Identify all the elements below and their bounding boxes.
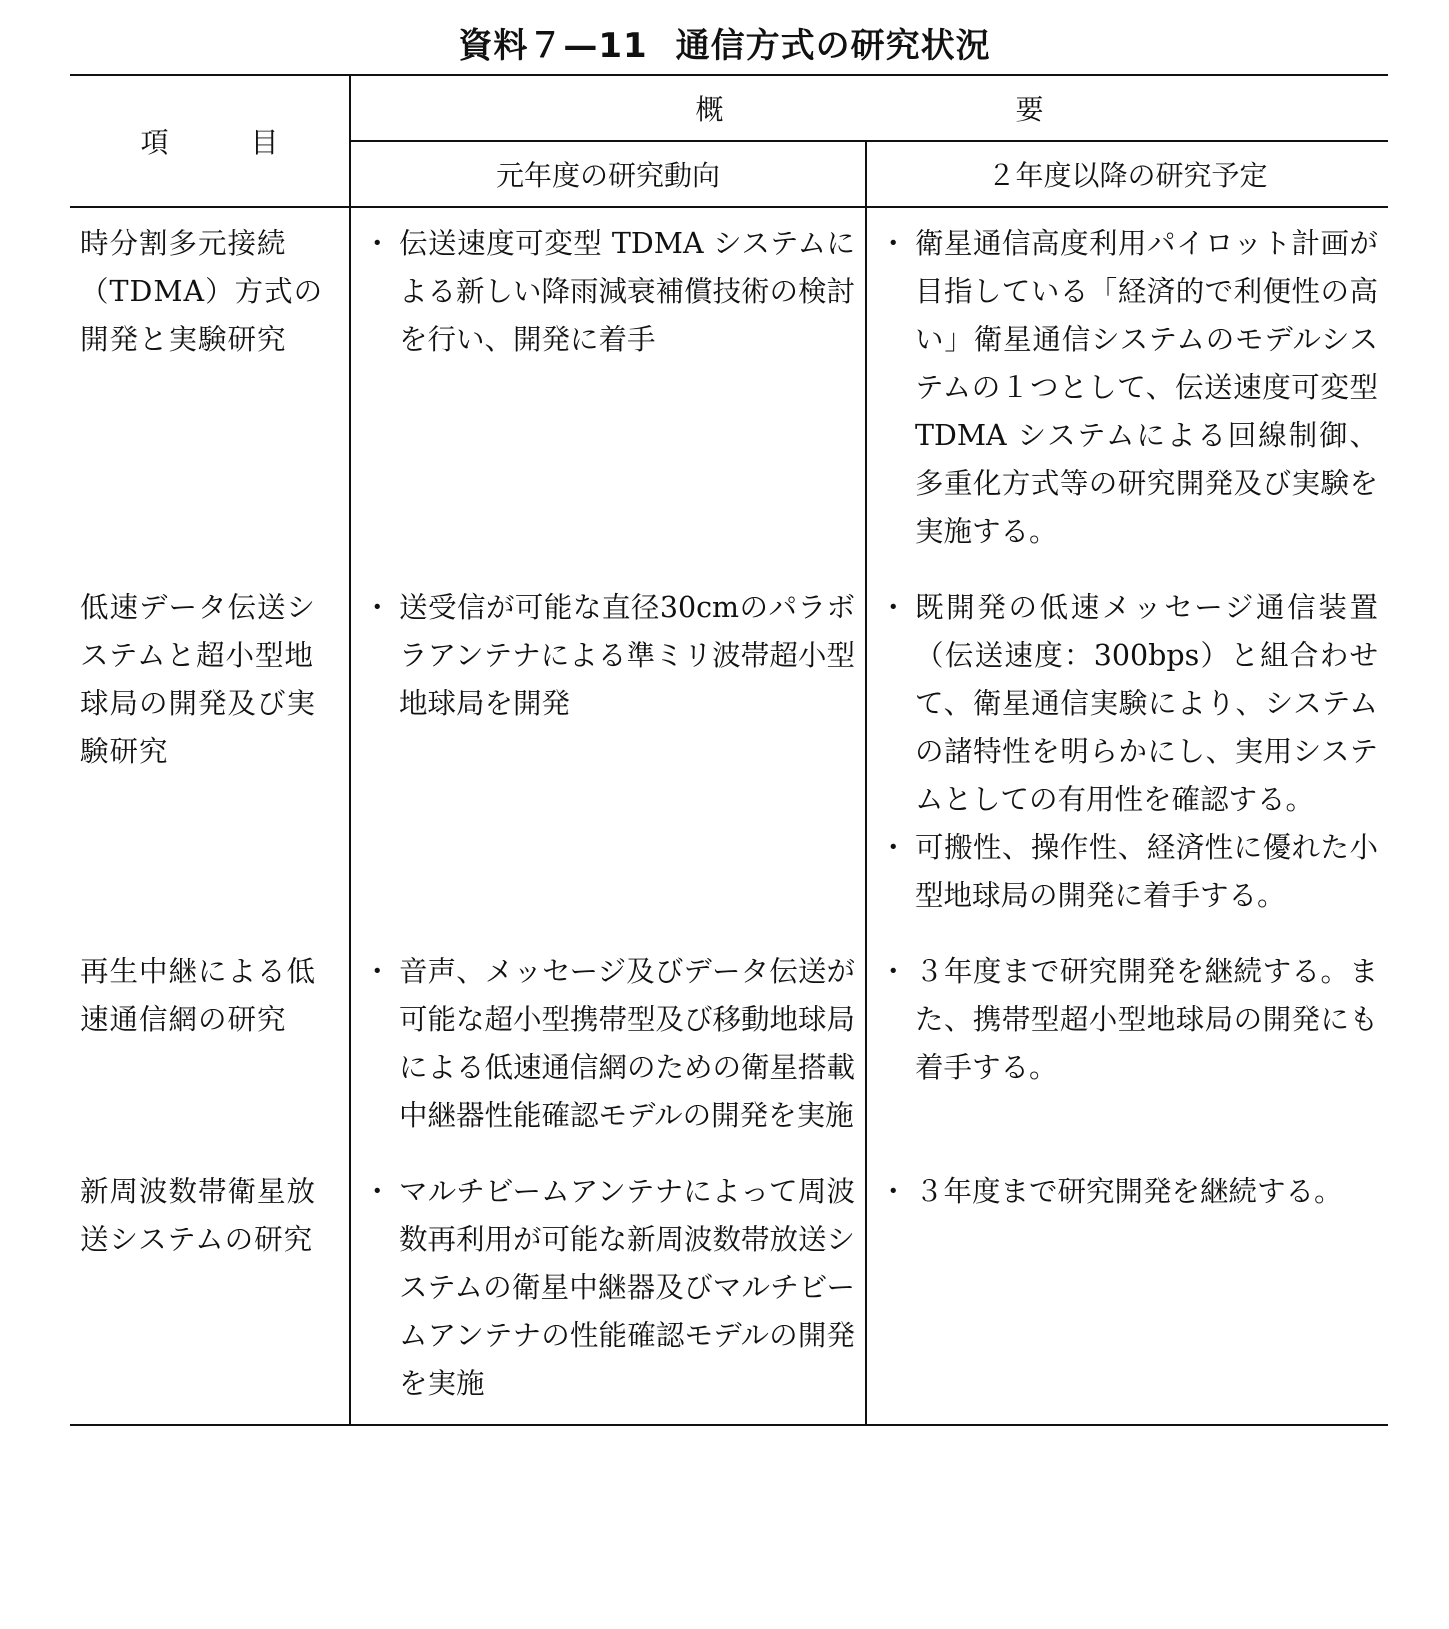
bullet-text: ・ 音声、メッセージ及びデータ伝送が可能な超小型携帯型及び移動地球局による低速通信網のための衛星搭載中継器性能確認モデルの開発を実施	[367, 948, 855, 1140]
row-item: 低速データ伝送システムと超小型地球局の開発及び実験研究	[80, 591, 317, 768]
header-overview-char-2: 要	[1015, 93, 1044, 126]
bullet-text: ・ 伝送速度可変型 TDMA システムによる新しい降雨減衰補償技術の検討を行い、開発に着手	[367, 220, 855, 364]
bullet-text: ・ マルチビームアンテナによって周波数再利用が可能な新周波数帯放送システムの衛星中継器及びマルチビームアンテナの性能確認モデルの開発を実施	[367, 1168, 855, 1408]
row-plan	[866, 1156, 1388, 1425]
row-item: 再生中継による低速通信網の研究	[80, 955, 317, 1036]
table-row	[70, 1156, 1388, 1425]
bullet-text: ・ 既開発の低速メッセージ通信装置（伝送速度：300bps）と組合わせて、衛星通信実験により、システムの諸特性を明らかにし、実用システムとしての有用性を確認する。	[883, 584, 1378, 824]
header-fy-next: ２年度以降の研究予定	[866, 141, 1388, 207]
row-current	[350, 1156, 866, 1425]
header-item-char-2: 目	[250, 126, 279, 159]
bullet-text: ・ 可搬性、操作性、経済性に優れた小型地球局の開発に着手する。	[883, 824, 1378, 920]
row-plan	[866, 207, 1388, 572]
table-row	[70, 936, 1388, 1156]
row-current	[350, 572, 866, 936]
bullet-text: ・ ３年度まで研究開発を継続する。また、携帯型超小型地球局の開発にも着手する。	[883, 948, 1378, 1092]
title-label: 資料７—11	[458, 26, 648, 66]
table-row	[70, 572, 1388, 936]
row-current	[350, 936, 866, 1156]
title-text: 通信方式の研究状況	[675, 26, 991, 66]
header-overview-char-1: 概	[695, 93, 724, 126]
row-plan	[866, 572, 1388, 936]
header-item-char-1: 項	[140, 126, 169, 159]
bullet-text: ・ 衛星通信高度利用パイロット計画が目指している「経済的で利便性の高い」衛星通信システムのモデルシステムの１つとして、伝送速度可変型 TDMA システムによる回線制御、多重化方式等の研究開発及び実験を実施する。	[883, 220, 1378, 556]
row-current	[350, 207, 866, 572]
table-row	[70, 207, 1388, 572]
header-fy-current: 元年度の研究動向	[350, 141, 866, 207]
row-item: 時分割多元接続（TDMA）方式の開発と実験研究	[80, 227, 324, 356]
page-title	[0, 18, 1449, 67]
header-item	[70, 75, 350, 207]
research-status-table	[70, 74, 1388, 1426]
bullet-text: ・ ３年度まで研究開発を継続する。	[883, 1168, 1378, 1216]
header-overview	[350, 75, 1388, 141]
row-item: 新周波数帯衛星放送システムの研究	[80, 1175, 317, 1256]
row-plan	[866, 936, 1388, 1156]
bullet-text: ・ 送受信が可能な直径30cmのパラボラアンテナによる準ミリ波帯超小型地球局を開発	[367, 584, 855, 728]
